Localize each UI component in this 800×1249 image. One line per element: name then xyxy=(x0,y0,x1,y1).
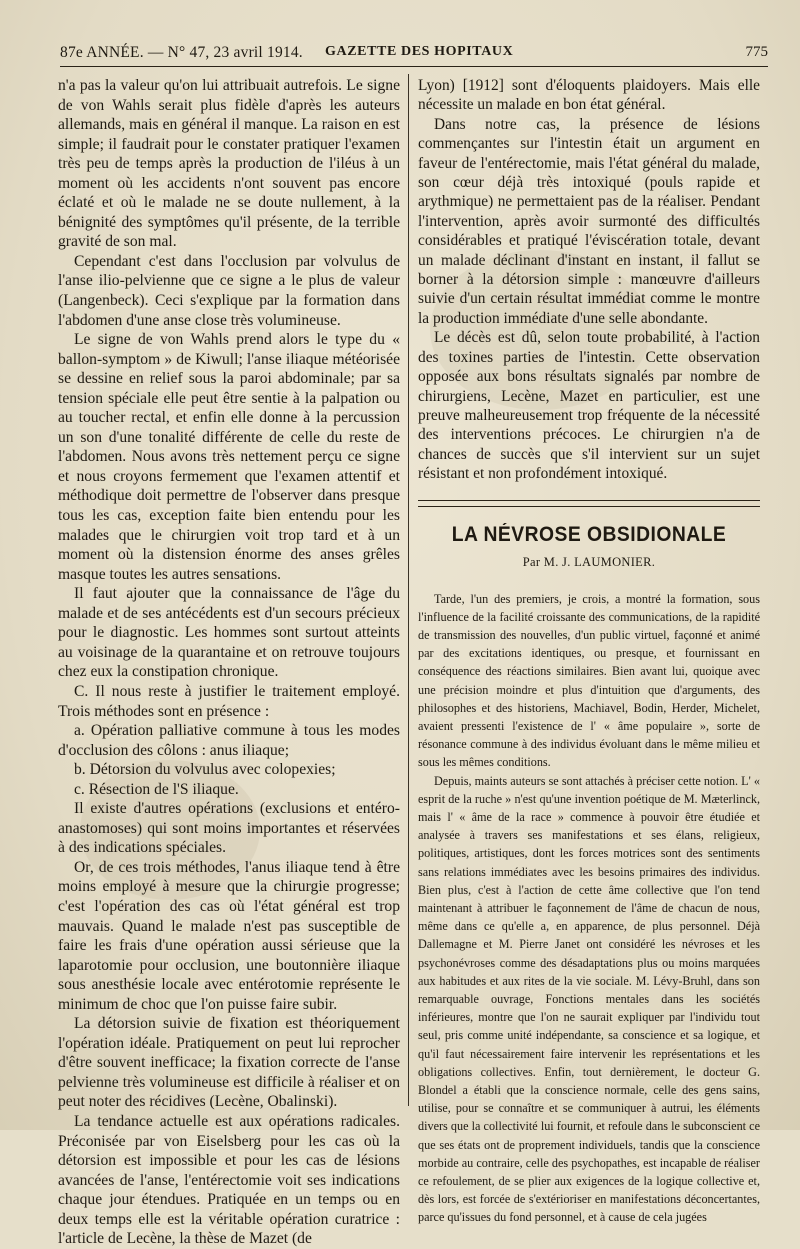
paragraph: Cependant c'est dans l'occlusion par volvulus de l'anse ilio-pelvienne que ce signe a le plus de valeur (Langenbeck). Ceci s'explique par la formation dans l'abdomen d'une anse close très volumineuse. xyxy=(58,252,400,329)
paragraph: n'a pas la valeur qu'on lui attribuait autrefois. Le signe de von Wahls serait plus fidèle d'après les auteurs allemands, mais en général il manque. La raison en est simple; il faudrait pour le constater pratiquer l'examen très peu de temps après la production de l'iléus à un moment où les accidents n'ont souvent pas encore éclaté et où le malade ne se doute nullement, à la bénignité des symptômes qu'il présente, de la terrible gravité de son mal. xyxy=(58,77,400,251)
paragraph: Il faut ajouter que la connaissance de l'âge du malade et de ses antécédents est d'un secours précieux pour le diagnostic. Les hommes sont surtout atteints au voisinage de la quarantaine et on retrouve toujours chez eux la constipation chronique. xyxy=(58,585,400,681)
paragraph: Le signe de von Wahls prend alors le type du « ballon-symptom » de Kiwull; l'anse iliaque météorisée se dessine en relief sous la paroi abdominale; par sa tension spéciale elle peut être sentie à la palpation ou au toucher rectal, et enfin elle donne à la percussion un son d'une tonalité différente de celle du reste de l'abdomen. Nous avons très nettement perçu ce signe et nous croyons fermement que l'examen attentif et méthodique doit permettre de l'observer dans presque tous les cas, exception faite bien entendu pour les malades que le chirurgien voit trop tard et à un moment où la distension énorme des anses grêles masque toutes les autres sensations. xyxy=(58,331,400,583)
paragraph: Or, de ces trois méthodes, l'anus iliaque tend à être moins employé à mesure que la chirurgie progresse; c'est l'opération des cas où l'état général est trop mauvais. Quand le malade n'est pas susceptible de faire les frais d'une opération aussi sérieuse que la laparotomie pour occlusion, une boutonnière iliaque sous anesthésie locale avec entérotomie représente le minimum de choc que l'on puisse faire subir. xyxy=(58,858,400,1013)
article-title: LA NÉVROSE OBSIDIONALE xyxy=(451,522,727,546)
continued-article xyxy=(418,76,760,484)
column-divider xyxy=(408,74,409,1106)
right-column xyxy=(418,76,760,1227)
paragraph: Lyon) [1912] sont d'éloquents plaidoyers. Mais elle nécessite un malade en bon état général. xyxy=(418,77,760,114)
list-item: b. Détorsion du volvulus avec colopexies; xyxy=(74,761,336,779)
list-item: a. Opération palliative commune à tous les modes d'occlusion des côlons : anus iliaque; xyxy=(58,722,400,759)
header-rule xyxy=(60,66,768,67)
paragraph: La tendance actuelle est aux opérations radicales. Préconisée par von Eiselsberg pour les cas où la détorsion est impossible et pour les cas de lésions avancées de l'anse, l'entérectomie voit ses indications chaque jour étendues. Pratiquée en un temps ou en deux temps elle est la véritable opération curatrice : l'article de Lecène, la thèse de Mazet (de xyxy=(58,1112,400,1248)
paragraph: La détorsion suivie de fixation est théoriquement l'opération idéale. Pratiquement on peut lui reprocher d'être souvent inefficace; la fixation correcte de l'anse pelvienne très volumineuse est difficile à réaliser et on peut noter des récidives (Lecène, Obalinski). xyxy=(58,1015,400,1111)
page-number: 775 xyxy=(745,44,768,60)
left-column xyxy=(58,76,400,1249)
paragraph: C. Il nous reste à justifier le traitement employé. Trois méthodes sont en présence : xyxy=(58,682,400,720)
issue-info: 87e ANNÉE. — N° 47, 23 avril 1914. xyxy=(60,44,303,61)
list-item: c. Résection de l'S iliaque. xyxy=(74,780,239,798)
paragraph: Le décès est dû, selon toute probabilité, à l'action des toxines parties de l'intestin. Cette observation opposée aux bons résultats signalés par nombre de chirurgiens, Lecène, Mazet en particulier, est une preuve malheureusement trop fréquente de la nécessité des interventions précoces. Le chirurgien n'a de chances de succès que s'il intervient sur un sujet résistant et non profondément intoxiqué. xyxy=(418,329,760,483)
article-body xyxy=(418,590,760,1227)
page-header xyxy=(60,38,768,68)
paragraph: Dans notre cas, la présence de lésions commençantes sur l'intestin était un argument en faveur de l'entérectomie, mais l'état général du malade, son cœur déjà très intoxiqué (pouls rapide et arythmique) ne permettaient pas de la réaliser. Pendant l'intervention, après avoir surmonté des difficultés considérables et pratiqué l'éviscération totale, devant un malade déclinant d'instant en instant, il fallut se borner à la détorsion simple : manœuvre d'ailleurs suivie d'un certain résultat immédiat comme le montre la production immédiate d'une selle abondante. xyxy=(418,115,760,327)
paragraph: Depuis, maints auteurs se sont attachés à préciser cette notion. L' « esprit de la ruche » n'est qu'une invention poétique de M. Mæterlinck, mais l' « âme de la race » commence à pouvoir être étudiée et analysée à travers ses manifestations et ses élans, religieux, politiques, artistiques, dont les forces motrices sont des sentiments sans relations immédiates avec les besoins primaires des individus. Bien plus, c'est à l'action de cette âme collective que l'on tend maintenant à attribuer le façonnement de l'âme de chacun de nous, même dans ce qu'elle a, en apparence, de plus personnel. Déjà Dallemagne et M. Pierre Janet ont considéré les névroses et les psychonévroses comme des désadaptations plus ou moins marquées aux habitudes et aux rites de la vie sociale. M. Lévy-Bruhl, dans son remarquable ouvrage, Fonctions mentales dans les sociétés inférieures, montre que l'on ne saurait expliquer par l'individu tout seul, pris comme unité indépendante, sa conscience et sa logique, et qu'il faut nécessairement faire intervenir les représentations et les obligations collectives. Enfin, tout dernièrement, le docteur G. Blondel a établi que la conscience normale, celle des gens sains, utilise, pour se connaître et se communiquer à autrui, les éléments divers que la collectivité lui fournit, et refoule dans le subconscient ce que ses états ont de proprement individuels, tandis que la conscience morbide au contraire, celle des psychopathes, est incapable de réaliser ce refoulement, de se plier aux exigences de la logique collective et, dès lors, est forcée de s'extérioriser en manifestations déconcertantes, parce qu'issues du fond personnel, et à cause de cela jugées xyxy=(418,773,760,1225)
article-byline: Par M. J. LAUMONIER. xyxy=(522,554,656,569)
paragraph: Tarde, l'un des premiers, je crois, a montré la formation, sous l'influence de la facilité croissante des communications, de la rapidité de transmission des nouvelles, d'un public virtuel, façonné et animé par des excitations identiques, ou presque, et fournissant en conséquence des réactions similaires. Bien avant lui, quoique avec une précision moindre et plus d'intuition que d'arguments, des philosophes et des historiens, Machiavel, Bodin, Herder, Michelet, avaient pressenti l'existence de l' « âme populaire », sorte de résonance commune à des individus évoluant dans le même milieu et sous les mêmes conditions. xyxy=(418,591,760,770)
paragraph: Il existe d'autres opérations (exclusions et entéro-anastomoses) qui sont moins importantes et réservées à des indications spéciales. xyxy=(58,800,400,857)
journal-title: GAZETTE DES HOPITAUX xyxy=(325,44,514,59)
section-separator xyxy=(418,500,760,507)
